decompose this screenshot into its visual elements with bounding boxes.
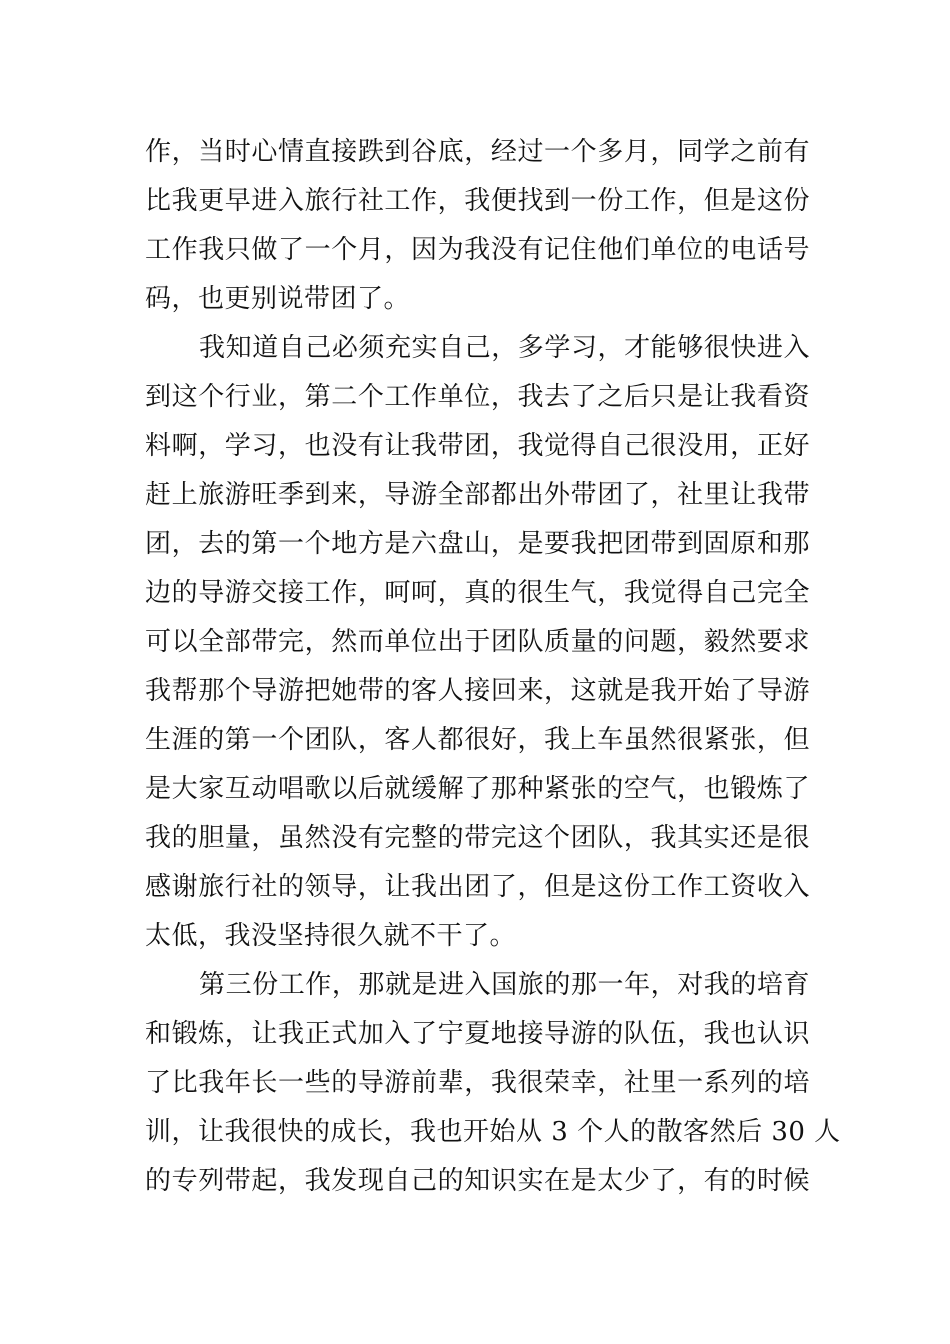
text-line: 第三份工作，那就是进入国旅的那一年，对我的培育 (199, 970, 810, 1000)
text-line: 边的导游交接工作，呵呵，真的很生气，我觉得自己完全 (145, 578, 810, 608)
text-line: 太低，我没坚持很久就不干了。 (145, 921, 517, 951)
text-line: 团，去的第一个地方是六盘山，是要我把团带到固原和那 (145, 529, 810, 559)
text-line: 比我更早进入旅行社工作，我便找到一份工作，但是这份 (145, 186, 810, 216)
text-line: 生涯的第一个团队，客人都很好，我上车虽然很紧张，但 (145, 725, 810, 755)
text-line: 到这个行业，第二个工作单位，我去了之后只是让我看资 (145, 382, 810, 412)
text-line: 码，也更别说带团了。 (145, 284, 411, 314)
text-line: 料啊，学习，也没有让我带团，我觉得自己很没用，正好 (145, 431, 810, 461)
text-line: 和锻炼，让我正式加入了宁夏地接导游的队伍，我也认识 (145, 1019, 810, 1049)
text-line: 训，让我很快的成长，我也开始从 3 个人的散客然后 30 人 (145, 1117, 841, 1147)
text-line: 可以全部带完，然而单位出于团队质量的问题，毅然要求 (145, 627, 810, 657)
text-line: 了比我年长一些的导游前辈，我很荣幸，社里一系列的培 (145, 1068, 810, 1098)
body-text (145, 128, 841, 1206)
text-line: 是大家互动唱歌以后就缓解了那种紧张的空气，也锻炼了 (145, 774, 810, 804)
text-line: 我帮那个导游把她带的客人接回来，这就是我开始了导游 (145, 676, 810, 706)
text-line: 工作我只做了一个月，因为我没有记住他们单位的电话号 (145, 235, 810, 265)
text-line: 作，当时心情直接跌到谷底，经过一个多月，同学之前有 (145, 137, 810, 167)
text-line: 的专列带起，我发现自己的知识实在是太少了，有的时候 (145, 1166, 810, 1196)
text-line: 我的胆量，虽然没有完整的带完这个团队，我其实还是很 (145, 823, 810, 853)
text-line: 我知道自己必须充实自己，多学习，才能够很快进入 (199, 333, 810, 363)
text-line: 赶上旅游旺季到来，导游全部都出外带团了，社里让我带 (145, 480, 810, 510)
text-line: 感谢旅行社的领导，让我出团了，但是这份工作工资收入 (145, 872, 810, 902)
